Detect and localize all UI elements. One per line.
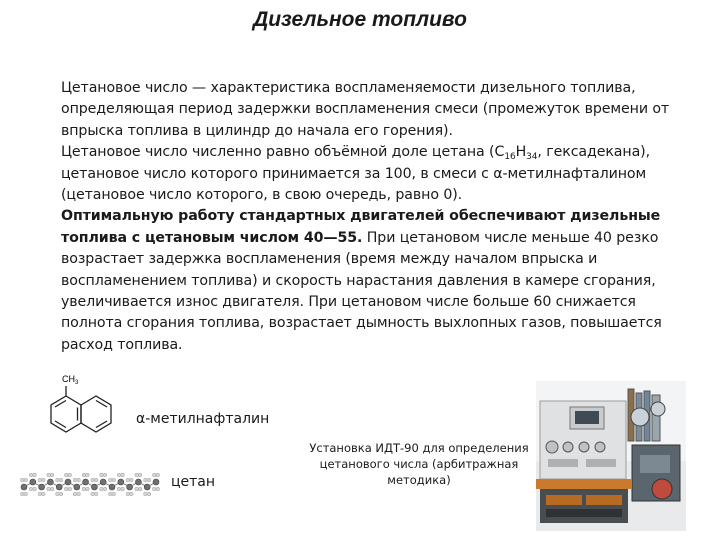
hydrogen-atom bbox=[86, 487, 90, 491]
formula-text-a: Цетановое число численно равно объёмной доле цетана (C bbox=[61, 144, 505, 161]
hydrogen-atom bbox=[77, 492, 81, 496]
hydrogen-atom bbox=[112, 492, 116, 496]
hydrogen-atom bbox=[152, 473, 156, 477]
hydrogen-atom bbox=[33, 487, 37, 491]
hydrogen-atom bbox=[103, 473, 107, 477]
hydrogen-atom bbox=[156, 487, 160, 491]
hydrogen-atom bbox=[126, 492, 130, 496]
hydrogen-atom bbox=[130, 492, 134, 496]
hydrogen-atom bbox=[86, 473, 90, 477]
hydrogen-atom bbox=[100, 487, 104, 491]
idt90-apparatus-image bbox=[536, 381, 686, 531]
hydrogen-atom bbox=[29, 473, 33, 477]
hydrogen-atom bbox=[82, 487, 86, 491]
hydrogen-atom bbox=[135, 473, 139, 477]
hydrogen-atom bbox=[77, 478, 81, 482]
formula-subscript-c: 16 bbox=[504, 152, 516, 163]
hydrogen-atom bbox=[117, 473, 121, 477]
cetane-label: цетан bbox=[171, 474, 216, 490]
hydrogen-atom bbox=[50, 473, 54, 477]
paragraph-definition bbox=[61, 78, 681, 142]
term-cetane-number: Цетановое число bbox=[61, 80, 188, 96]
methyl-group-label: $CH_3$ bbox=[62, 374, 79, 386]
hydrogen-atom bbox=[91, 478, 95, 482]
hydrogen-atom bbox=[42, 478, 46, 482]
hydrogen-atom bbox=[47, 487, 51, 491]
hydrogen-atom bbox=[20, 492, 24, 496]
hydrogen-atom bbox=[29, 487, 33, 491]
definition-text: — характеристика воспламеняемости дизельного топлива, определяющая период задержки воспламенения смеси (промежуток времени от впрыска топлива в цилиндр до начала его горения). bbox=[61, 80, 670, 139]
hydrogen-atom bbox=[68, 473, 72, 477]
hydrogen-atom bbox=[108, 492, 112, 496]
hydrogen-atom bbox=[68, 487, 72, 491]
hydrogen-atom bbox=[94, 478, 98, 482]
hydrogen-atom bbox=[130, 478, 134, 482]
hydrogen-atom bbox=[38, 492, 42, 496]
cetane-structure bbox=[18, 470, 168, 500]
hydrogen-atom bbox=[117, 487, 121, 491]
hydrogen-atom bbox=[126, 478, 130, 482]
page-title: Дизельное топливо bbox=[253, 8, 467, 31]
paragraph-optimal bbox=[61, 206, 681, 356]
formula-subscript-h: 34 bbox=[526, 152, 538, 163]
hydrogen-atom bbox=[56, 478, 60, 482]
hydrogen-atom bbox=[64, 473, 68, 477]
hydrogen-atom bbox=[103, 487, 107, 491]
hydrogen-atom bbox=[147, 492, 151, 496]
hydrogen-atom bbox=[121, 473, 125, 477]
hydrogen-atom bbox=[47, 473, 51, 477]
hydrogen-atom bbox=[38, 478, 42, 482]
hydrogen-atom bbox=[138, 487, 142, 491]
carbon-atom bbox=[30, 479, 36, 485]
methylnaphthalene-structure bbox=[36, 372, 126, 444]
hydrogen-atom bbox=[82, 473, 86, 477]
hydrogen-atom bbox=[50, 487, 54, 491]
hydrogen-atom bbox=[108, 478, 112, 482]
hydrogen-atom bbox=[121, 487, 125, 491]
methylnaphthalene-label: α-метилнафталин bbox=[136, 411, 270, 427]
hydrogen-atom bbox=[20, 478, 24, 482]
hydrogen-atom bbox=[100, 473, 104, 477]
carbon-atom bbox=[153, 479, 159, 485]
hydrogen-atom bbox=[56, 492, 60, 496]
hydrogen-atom bbox=[59, 492, 63, 496]
hydrogen-atom bbox=[144, 492, 148, 496]
hydrogen-atom bbox=[135, 487, 139, 491]
optimal-range-bold: Оптимальную работу стандартных двигателей обеспечивают дизельные топлива с цетановым числом 40—55. bbox=[61, 208, 661, 246]
hydrogen-atom bbox=[94, 492, 98, 496]
hydrogen-atom bbox=[91, 492, 95, 496]
carbon-atom bbox=[39, 484, 45, 490]
body-text bbox=[61, 78, 681, 356]
hydrogen-atom bbox=[147, 478, 151, 482]
hydrogen-atom bbox=[24, 478, 28, 482]
hydrogen-atom bbox=[42, 492, 46, 496]
hydrogen-atom bbox=[144, 478, 148, 482]
paragraph-cetane-formula bbox=[61, 142, 681, 206]
hydrogen-atom bbox=[112, 478, 116, 482]
hydrogen-atom bbox=[73, 478, 77, 482]
hydrogen-atom bbox=[156, 473, 160, 477]
hydrogen-atom bbox=[33, 473, 37, 477]
hydrogen-atom bbox=[73, 492, 77, 496]
hydrogen-atom bbox=[59, 478, 63, 482]
hydrogen-atom bbox=[138, 473, 142, 477]
photo-caption: Установка ИДТ-90 для определения цетанового числа (арбитражная методика) bbox=[309, 441, 529, 487]
hydrogen-atom bbox=[24, 492, 28, 496]
formula-text-h: H bbox=[515, 144, 527, 161]
carbon-atom bbox=[135, 479, 141, 485]
formula-text-c: , гексадекана), цетановое число которого принимается за 100, в смеси с α-метилнафталином (цетановое число которого, в свою очередь, равно 0). bbox=[61, 144, 651, 204]
optimal-range-text: При цетановом числе меньше 40 резко возрастает задержка воспламенения (время между началом впрыска и воспламенением топлива) и скорость нарастания давления в камере сгорания, увеличивается износ двигателя. При цетановом числе больше 60 снижается полнота сгорания топлива, возрастает дымность выхлопных газов, повышается расход топлива. bbox=[61, 229, 662, 353]
hydrogen-atom bbox=[64, 487, 68, 491]
hydrogen-atom bbox=[152, 487, 156, 491]
